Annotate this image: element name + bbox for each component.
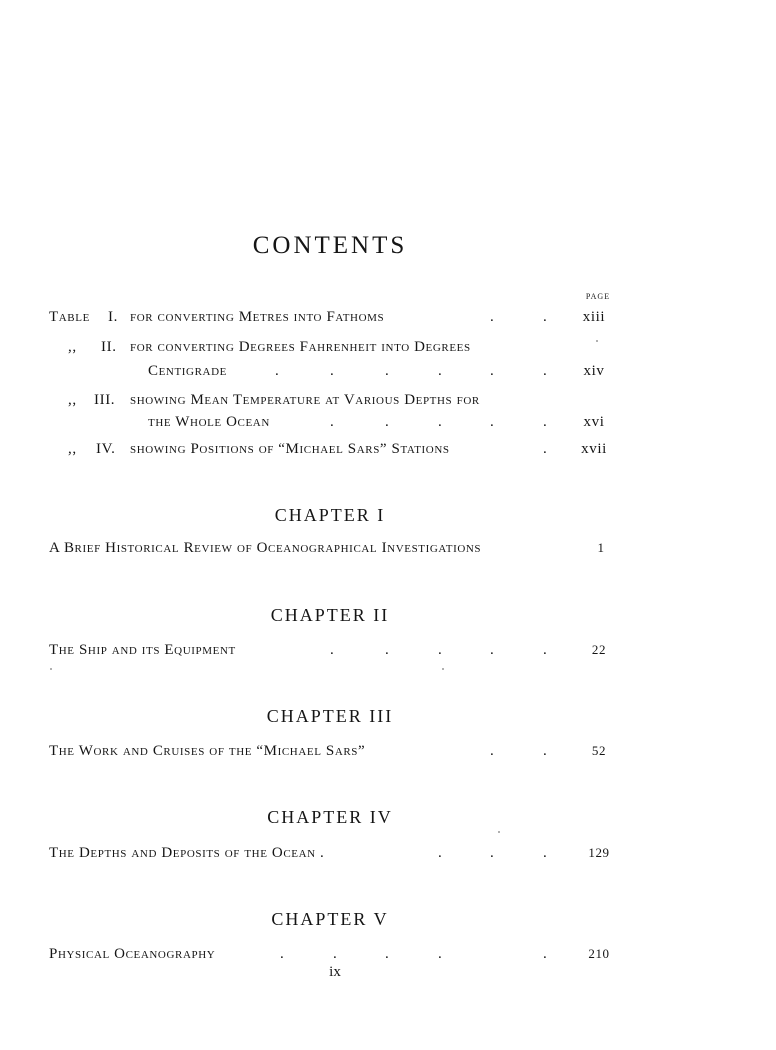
entry-lead: ,, [68, 339, 77, 355]
entry-number: III. [94, 392, 116, 408]
chapter-entry: Physical Oceanography . . . . . 210 [0, 946, 776, 970]
table-entry [0, 392, 776, 416]
scan-speck [596, 340, 598, 342]
page-column-label: PAGE [585, 292, 611, 301]
table-entry [0, 339, 776, 363]
page-title: CONTENTS [252, 232, 408, 259]
chapter-heading: CHAPTER I [274, 505, 386, 525]
chapter-heading: CHAPTER III [266, 706, 394, 726]
scan-speck [442, 668, 444, 670]
entry-page: xiii [582, 309, 606, 325]
table-entry: ,, IV. showing Positions of “Michael Sars” Stations . xvii [0, 441, 776, 465]
entry-text: showing Mean Temperature at Various Depths for [130, 392, 480, 408]
table-entry-continuation: Centigrade . . . . . . xiv [0, 363, 776, 387]
entry-page: 210 [588, 946, 610, 961]
entry-page: xvi [583, 414, 605, 430]
scan-speck [50, 668, 52, 670]
entry-text: The Depths and Deposits of the Ocean . [49, 845, 325, 861]
entry-number: II. [101, 339, 117, 355]
chapter-entry: The Work and Cruises of the “Michael Sars” . . 52 [0, 743, 776, 767]
entry-text: for converting Degrees Fahrenheit into Degrees [130, 339, 471, 355]
entry-continuation: the Whole Ocean [148, 414, 270, 430]
entry-page: xiv [583, 363, 605, 379]
entry-text: showing Positions of “Michael Sars” Stations [130, 441, 450, 457]
entry-lead: Table [49, 309, 90, 325]
entry-page: 52 [591, 743, 607, 758]
chapter-entry [0, 540, 776, 564]
table-entry-continuation: the Whole Ocean . . . . . xvi [0, 414, 776, 438]
table-entry: Table I. for converting Metres into Fathoms . . xiii [0, 309, 776, 333]
entry-number: I. [108, 309, 118, 325]
entry-lead: ,, [68, 392, 77, 408]
entry-continuation: Centigrade [148, 363, 227, 379]
entry-text: for converting Metres into Fathoms [130, 309, 385, 325]
entry-page: 22 [591, 642, 607, 657]
entry-page: xvii [581, 441, 607, 457]
entry-text: The Work and Cruises of the “Michael Sars” [49, 743, 366, 759]
chapter-entry: The Ship and its Equipment . . . . . 22 [0, 642, 776, 666]
page-folio: ix [329, 964, 341, 980]
entry-text: The Ship and its Equipment [49, 642, 236, 658]
entry-number: IV. [96, 441, 116, 457]
entry-text: Physical Oceanography [49, 946, 216, 962]
entry-lead: ,, [68, 441, 77, 457]
chapter-heading: CHAPTER IV [267, 807, 393, 827]
chapter-heading: CHAPTER V [271, 909, 389, 929]
scan-speck [498, 831, 500, 833]
entry-page: 129 [588, 845, 610, 860]
chapter-entry: The Depths and Deposits of the Ocean . . . . 129 [0, 845, 776, 869]
entry-text: A Brief Historical Review of Oceanographical Investigations [49, 540, 482, 556]
entry-page: 1 [597, 540, 605, 555]
chapter-heading: CHAPTER II [270, 605, 390, 625]
